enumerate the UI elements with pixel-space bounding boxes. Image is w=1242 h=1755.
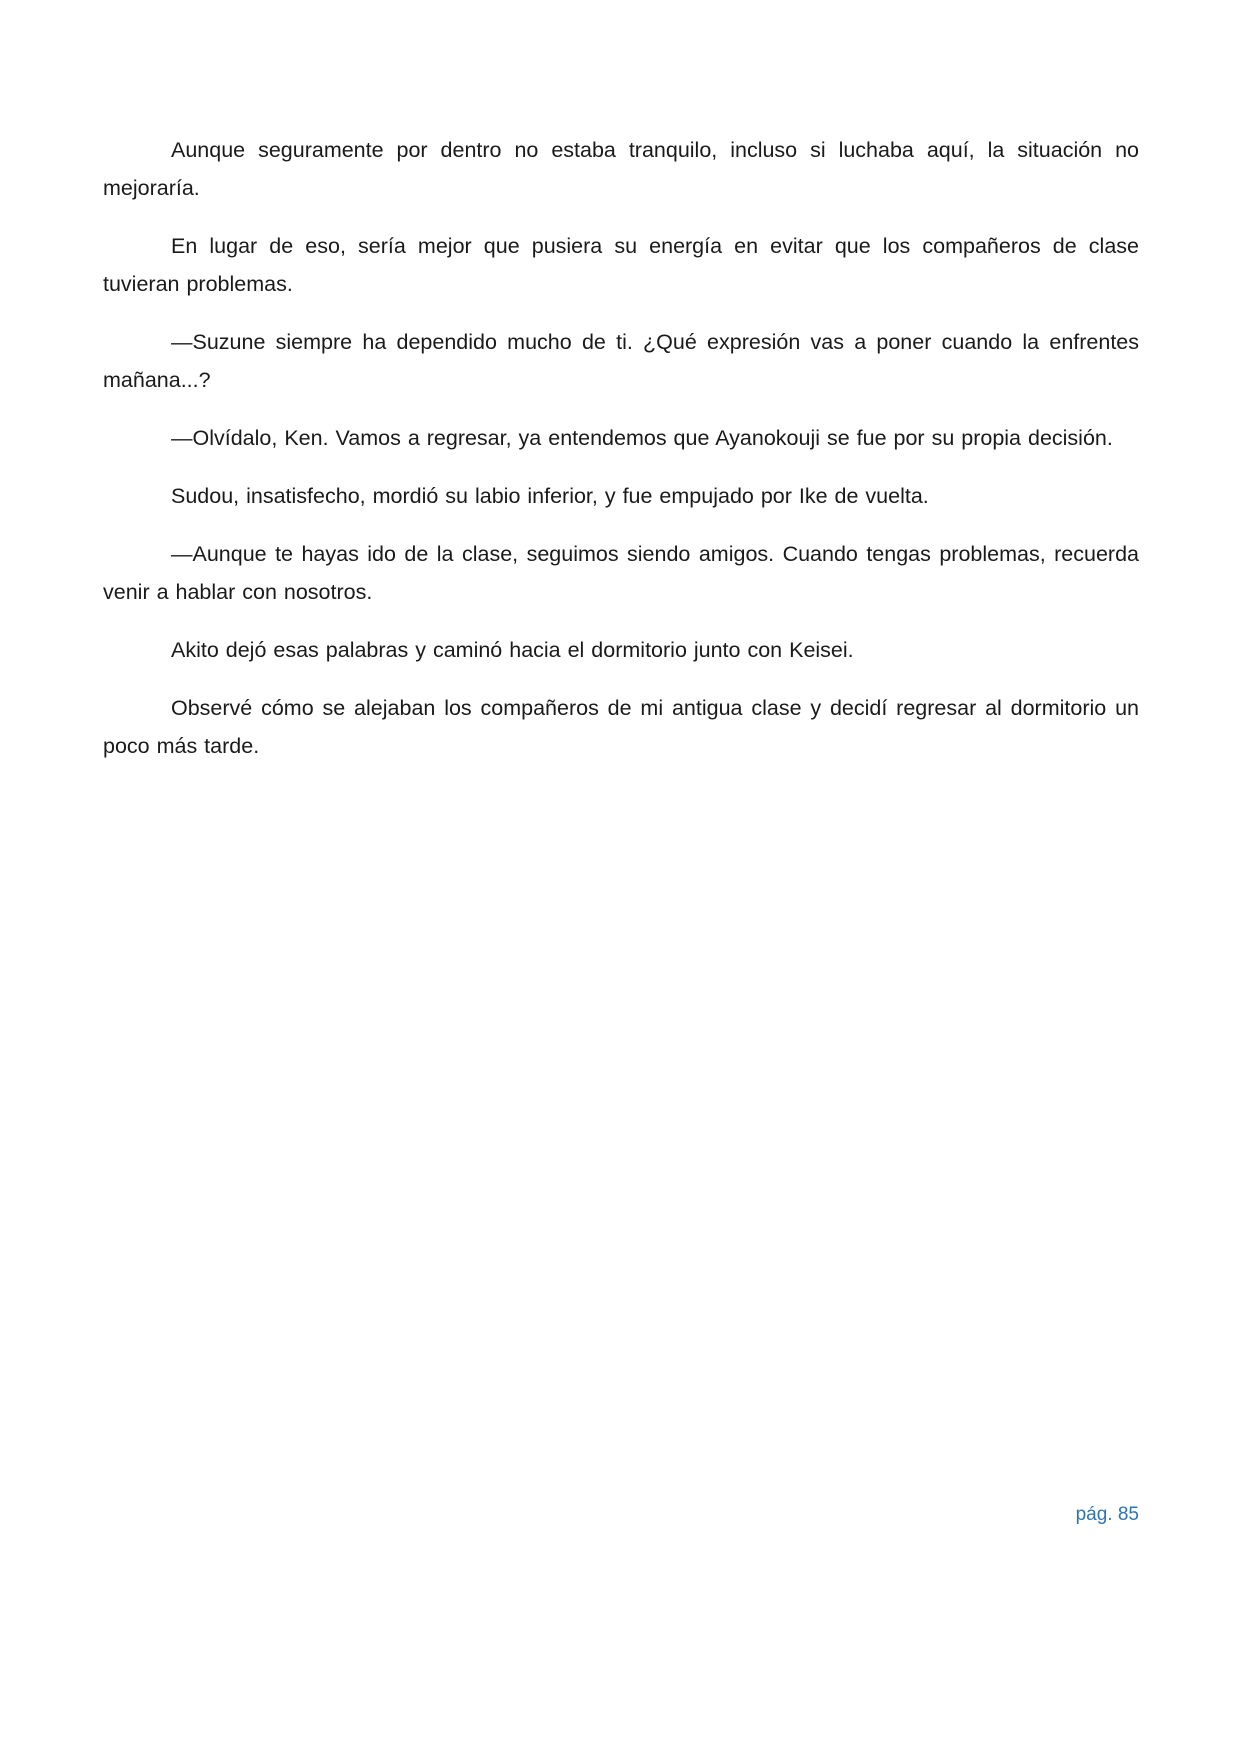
paragraph: Akito dejó esas palabras y caminó hacia el dormitorio junto con Keisei. bbox=[171, 638, 854, 662]
paragraph: Observé cómo se alejaban los compañeros de mi antigua clase y decidí regresar al dormitorio un poco más tarde. bbox=[103, 696, 1139, 758]
text-block bbox=[103, 131, 1139, 785]
paragraph: —Olvídalo, Ken. Vamos a regresar, ya entendemos que Ayanokouji se fue por su propia decisión. bbox=[171, 426, 1113, 450]
paragraph: —Suzune siempre ha dependido mucho de ti. ¿Qué expresión vas a poner cuando la enfrentes mañana...? bbox=[103, 330, 1139, 392]
paragraph: —Aunque te hayas ido de la clase, seguimos siendo amigos. Cuando tengas problemas, recuerda venir a hablar con nosotros. bbox=[103, 542, 1139, 604]
paragraph: Aunque seguramente por dentro no estaba tranquilo, incluso si luchaba aquí, la situación no mejoraría. bbox=[103, 138, 1139, 200]
paragraph: En lugar de eso, sería mejor que pusiera su energía en evitar que los compañeros de clase tuvieran problemas. bbox=[103, 234, 1139, 296]
paragraph: Sudou, insatisfecho, mordió su labio inferior, y fue empujado por Ike de vuelta. bbox=[171, 484, 929, 508]
page-number: pág. 85 bbox=[1075, 1504, 1139, 1525]
page-footer bbox=[1076, 1503, 1139, 1527]
